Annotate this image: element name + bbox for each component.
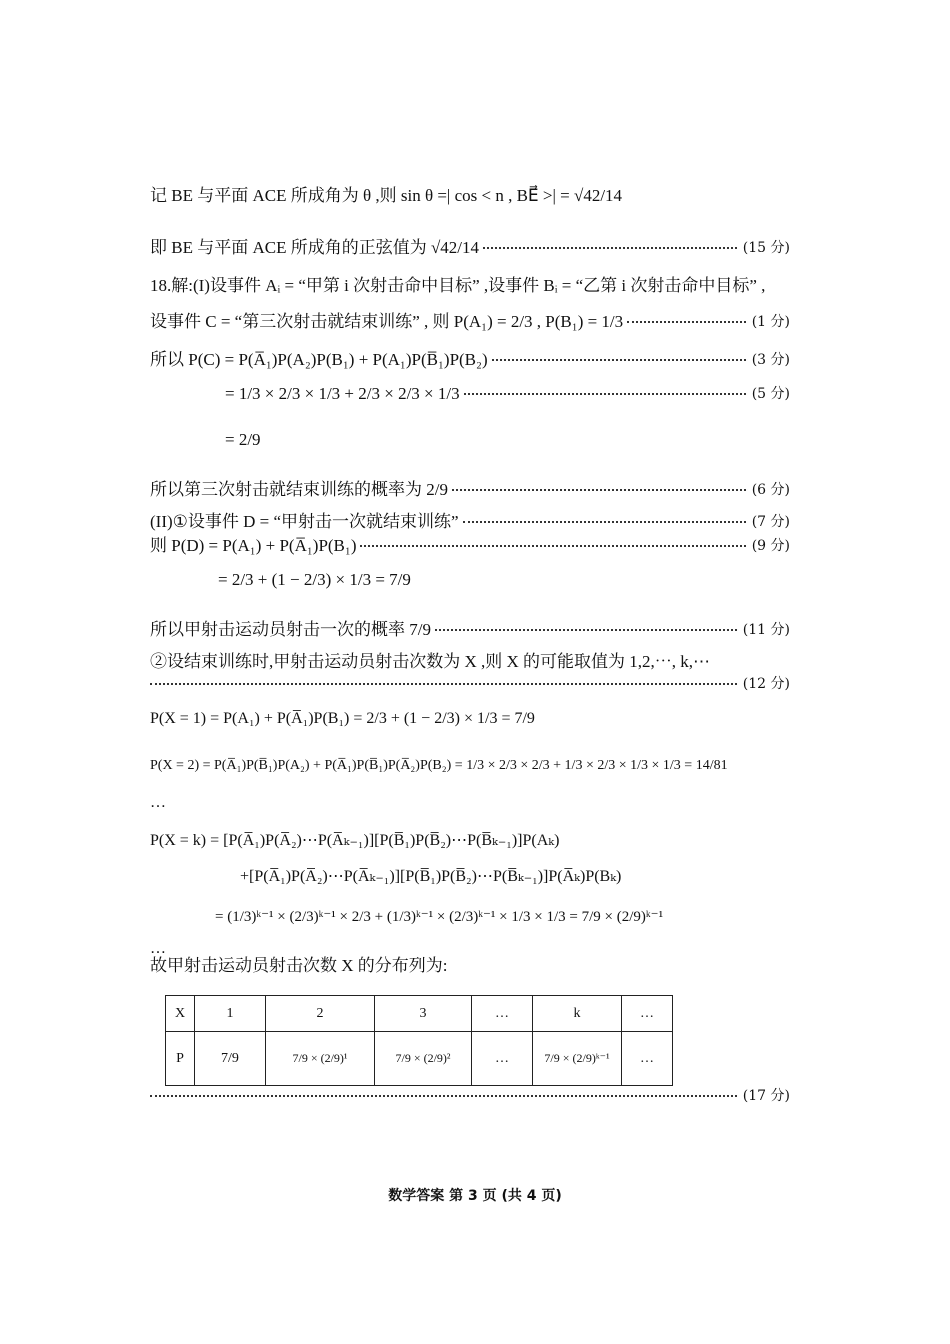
- text-line-12: 所以甲射击运动员射击一次的概率 7/9: [150, 620, 431, 639]
- table-cell: …: [472, 996, 533, 1032]
- line-pc-calc: [150, 384, 790, 404]
- score-label: (5 分): [751, 386, 790, 402]
- line-score-17: [150, 1086, 790, 1106]
- table-cell: 7/9 × (2/9)²: [375, 1032, 472, 1086]
- formula-px1: P(X = 1) = P(A₁) + P(A̅₁)P(B₁) = 2/3 + (1 − 2/3) × 1/3 = 7/9: [150, 710, 535, 727]
- text-line-5: 所以 P(C) = P(A̅₁)P(A₂)P(B₁) + P(A₁)P(B̅₁)P(B₂): [150, 350, 488, 369]
- ellipsis-1: …: [150, 794, 166, 811]
- score-label: (17 分): [742, 1088, 790, 1104]
- score-label: (3 分): [751, 352, 790, 368]
- score-label: (1 分): [751, 314, 790, 330]
- leader-dots: [492, 359, 746, 361]
- formula-pxk-2: +[P(A̅₁)P(A̅₂)⋯P(A̅ₖ₋₁)][P(B̅₁)P(B̅₂)⋯P(B̅ₖ₋₁)]P(A̅ₖ)P(Bₖ): [240, 868, 622, 885]
- leader-dots: [360, 545, 745, 547]
- line-pc-result: [150, 430, 790, 450]
- table-cell: …: [472, 1032, 533, 1086]
- table-cell: 1: [195, 996, 266, 1032]
- leader-dots: [150, 683, 737, 685]
- leader-dots: [483, 247, 737, 249]
- table-cell: P: [166, 1032, 195, 1086]
- leader-dots: [452, 489, 746, 491]
- text-line-13: ②设结束训练时,甲射击运动员射击次数为 X ,则 X 的可能取值为 1,2,⋯, k,⋯: [150, 652, 711, 671]
- text-line-3: 18.解:(I)设事件 Aᵢ = “甲第 i 次射击命中目标” ,设事件 Bᵢ = “乙第 i 次射击命中目标” ,: [150, 276, 766, 295]
- score-label: (6 分): [751, 482, 790, 498]
- text-line-9: (II)①设事件 D = “甲射击一次就结束训练”: [150, 512, 459, 531]
- line-x-values: [150, 652, 790, 672]
- line-event-d: [150, 512, 790, 532]
- text-line-2: 即 BE 与平面 ACE 所成角的正弦值为 √42/14: [150, 238, 480, 257]
- score-label: (12 分): [742, 676, 790, 692]
- table-cell: X: [166, 996, 195, 1032]
- line-prob-third: [150, 480, 790, 500]
- text-line-6: = 1/3 × 2/3 × 1/3 + 2/3 × 2/3 × 1/3: [225, 384, 460, 403]
- score-label: (9 分): [751, 538, 790, 554]
- formula-pxk-3: = (1/3)ᵏ⁻¹ × (2/3)ᵏ⁻¹ × 2/3 + (1/3)ᵏ⁻¹ × (2/3)ᵏ⁻¹ × 1/3 × 1/3 = 7/9 × (2/9)ᵏ⁻¹: [215, 909, 664, 925]
- table-cell: 7/9 × (2/9)¹: [266, 1032, 375, 1086]
- table-cell: …: [622, 996, 673, 1032]
- text-line-1: 记 BE 与平面 ACE 所成角为 θ ,则 sin θ =| cos < n , BE⃗ >| = √42/14: [150, 186, 623, 205]
- page-footer: 数学答案 第 3 页 (共 4 页): [388, 1188, 562, 1204]
- text-line-7: = 2/9: [225, 430, 261, 449]
- line-distribution-intro: [150, 956, 790, 976]
- distribution-table: [165, 995, 673, 1086]
- formula-px2: P(X = 2) = P(A̅₁)P(B̅₁)P(A₂) + P(A̅₁)P(B̅₁)P(A̅₂)P(B₂) = 1/3 × 2/3 × 2/3 + 1/3 × 2/3 × 1/3 × 1/3 = 14/81: [150, 758, 728, 773]
- leader-dots: [435, 629, 737, 631]
- table-row-p: [166, 1032, 673, 1086]
- score-label: (7 分): [751, 514, 790, 530]
- line-answer-15: [150, 238, 790, 258]
- table-cell: 7/9 × (2/9)ᵏ⁻¹: [533, 1032, 622, 1086]
- line-problem-18: [150, 276, 790, 296]
- leader-dots: [627, 321, 746, 323]
- leader-dots: [464, 393, 746, 395]
- table-cell: k: [533, 996, 622, 1032]
- text-line-8: 所以第三次射击就结束训练的概率为 2/9: [150, 480, 448, 499]
- text-line-22: 故甲射击运动员射击次数 X 的分布列为:: [150, 956, 448, 975]
- leader-dots: [150, 1095, 737, 1097]
- line-pd: [150, 536, 790, 556]
- ellipsis-2: …: [150, 940, 166, 957]
- score-label: (11 分): [742, 622, 790, 638]
- score-label: (15 分): [742, 240, 790, 256]
- table-cell: 7/9: [195, 1032, 266, 1086]
- table-row-x: [166, 996, 673, 1032]
- text-line-11: = 2/3 + (1 − 2/3) × 1/3 = 7/9: [218, 570, 411, 589]
- table-cell: 3: [375, 996, 472, 1032]
- formula-pxk-1: P(X = k) = [P(A̅₁)P(A̅₂)⋯P(A̅ₖ₋₁)][P(B̅₁)P(B̅₂)⋯P(B̅ₖ₋₁)]P(Aₖ): [150, 832, 560, 849]
- line-event-c: [150, 312, 790, 332]
- table-cell: …: [622, 1032, 673, 1086]
- line-prob-once: [150, 620, 790, 640]
- line-pd-calc: [150, 570, 790, 590]
- text-line-10: 则 P(D) = P(A₁) + P(A̅₁)P(B₁): [150, 536, 357, 555]
- line-score-12: [150, 674, 790, 694]
- text-line-4: 设事件 C = “第三次射击就结束训练” , 则 P(A₁) = 2/3 , P(B₁) = 1/3: [150, 312, 624, 331]
- line-angle-sine: [150, 186, 790, 206]
- table-cell: 2: [266, 996, 375, 1032]
- leader-dots: [463, 521, 746, 523]
- line-pc: [150, 350, 790, 370]
